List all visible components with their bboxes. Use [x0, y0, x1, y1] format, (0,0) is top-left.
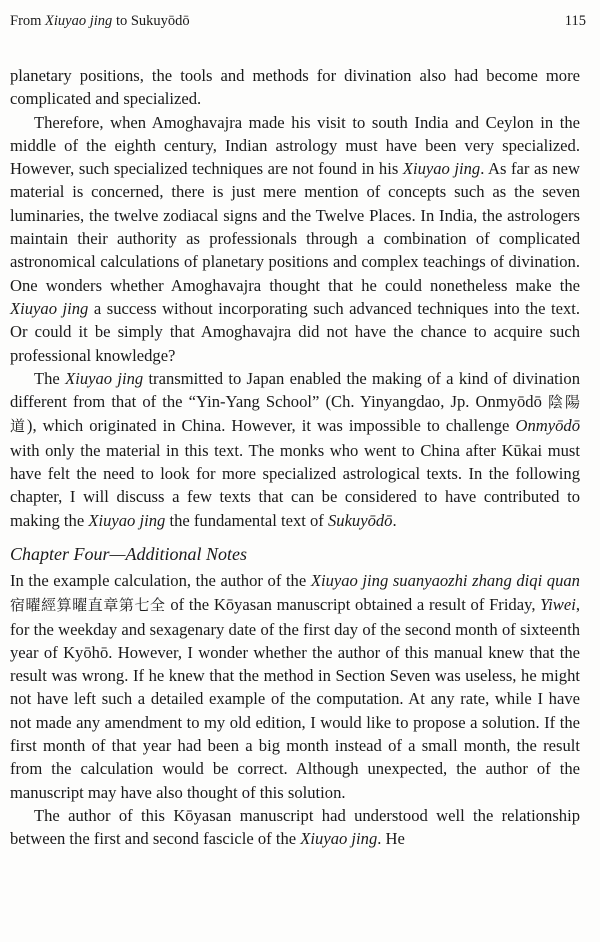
paragraph-2: [10, 111, 580, 367]
p2-italic-a: Xiuyao jing: [402, 159, 481, 179]
p4-italic-a: Xiuyao jing suanyaozhi zhang diqi quan: [310, 570, 580, 590]
p2-text-a: Therefore, when Amoghavajra made his visit to south India and Ceylon in the middle of the eighth century, Indian astrology must have been very specialized. However, such specialized techniques are not found in his: [10, 112, 580, 179]
p3-italic-a: Xiuyao jing: [65, 368, 144, 388]
p4-cjk: 宿曜經算曜直章第七全: [10, 596, 166, 615]
paragraph-3: [10, 367, 580, 532]
p5-italic-a: Xiuyao jing: [300, 829, 378, 849]
paragraph-5: [10, 804, 580, 851]
p3-text-d: with only the material in this text. The monks who went to China after Kūkai must have felt the need to look for more specialized astrological texts. In the following chapter, I will discuss a few texts that can be considered to have contributed to making the: [10, 440, 580, 530]
p2-text-c: a success without incorporating such advanced techniques into the text. Or could it be simply that Amoghavajra did not have the chance to acquire such professional knowledge?: [10, 298, 581, 365]
p3-text-e: the fundamental text of: [165, 510, 328, 530]
p2-text-b: . As far as new material is concerned, there is just mere mention of concepts such as the seven luminaries, the twelve zodiacal signs and the Twelve Places. In India, the astrologers maintain their authority as professionals through a combination of complicated astronomical calculations of planetary positions and complex teachings of divination. One wonders whether Amoghavajra thought that he could nonetheless make the: [10, 159, 581, 295]
p5-text-a: The author of this Kōyasan manuscript had understood well the relationship between the first and second fascicle of the: [10, 805, 580, 849]
p4-text-a: In the example calculation, the author of the: [10, 570, 311, 590]
p3-italic-e: Sukuyōdō: [327, 510, 393, 530]
section-heading: Chapter Four—Additional Notes: [10, 543, 248, 564]
p4-text-b: of the Kōyasan manuscript obtained a result of Friday,: [165, 595, 541, 615]
p5-text-b: . He: [377, 829, 405, 849]
running-head-title-pre: From: [10, 13, 46, 29]
body-text: [10, 64, 580, 851]
p3-text-f: .: [392, 510, 397, 530]
p3-italic-c: Onmyōdō: [515, 416, 580, 436]
paragraph-4: [10, 569, 580, 804]
p4-italic-b: Yiwei: [540, 595, 576, 615]
paragraph-1: planetary positions, the tools and methods for divination also had become more complicated and specialized.: [10, 66, 580, 109]
p3-italic-d: Xiuyao jing: [88, 510, 166, 530]
p4-text-c: , for the weekday and sexagenary date of the first day of the second month of sixteenth year of Kyōhō. However, I wonder whether the author of this manual knew that the result was wrong. If he knew that the method in Section Seven was useless, he might not have left such a detailed example of the computation. At any rate, while I have not made any amendment to my old edition, I would like to propose a solution. If the first month of that year had been a big month instead of a small month, the result from the calculation would be correct. Although unexpected, the author of the manuscript may have also thought of this solution.: [10, 595, 580, 802]
p3-text-c: ), which originated in China. However, it was impossible to challenge: [26, 416, 516, 436]
p2-italic-b: Xiuyao jing: [10, 298, 89, 318]
running-head-title-post: to Sukuyōdō: [112, 13, 190, 29]
p3-text-a: The: [34, 368, 66, 388]
p3-text-b: transmitted to Japan enabled the making of a kind of divination different from that of the “Yin-Yang School” (Ch. Yinyangdao, Jp. Onmyōdō: [10, 368, 580, 412]
running-head-title-italic: Xiuyao jing: [45, 13, 113, 29]
page-number: 115: [564, 13, 586, 29]
p3-cjk: 陰陽道: [10, 393, 580, 436]
running-head-title: [10, 12, 190, 30]
